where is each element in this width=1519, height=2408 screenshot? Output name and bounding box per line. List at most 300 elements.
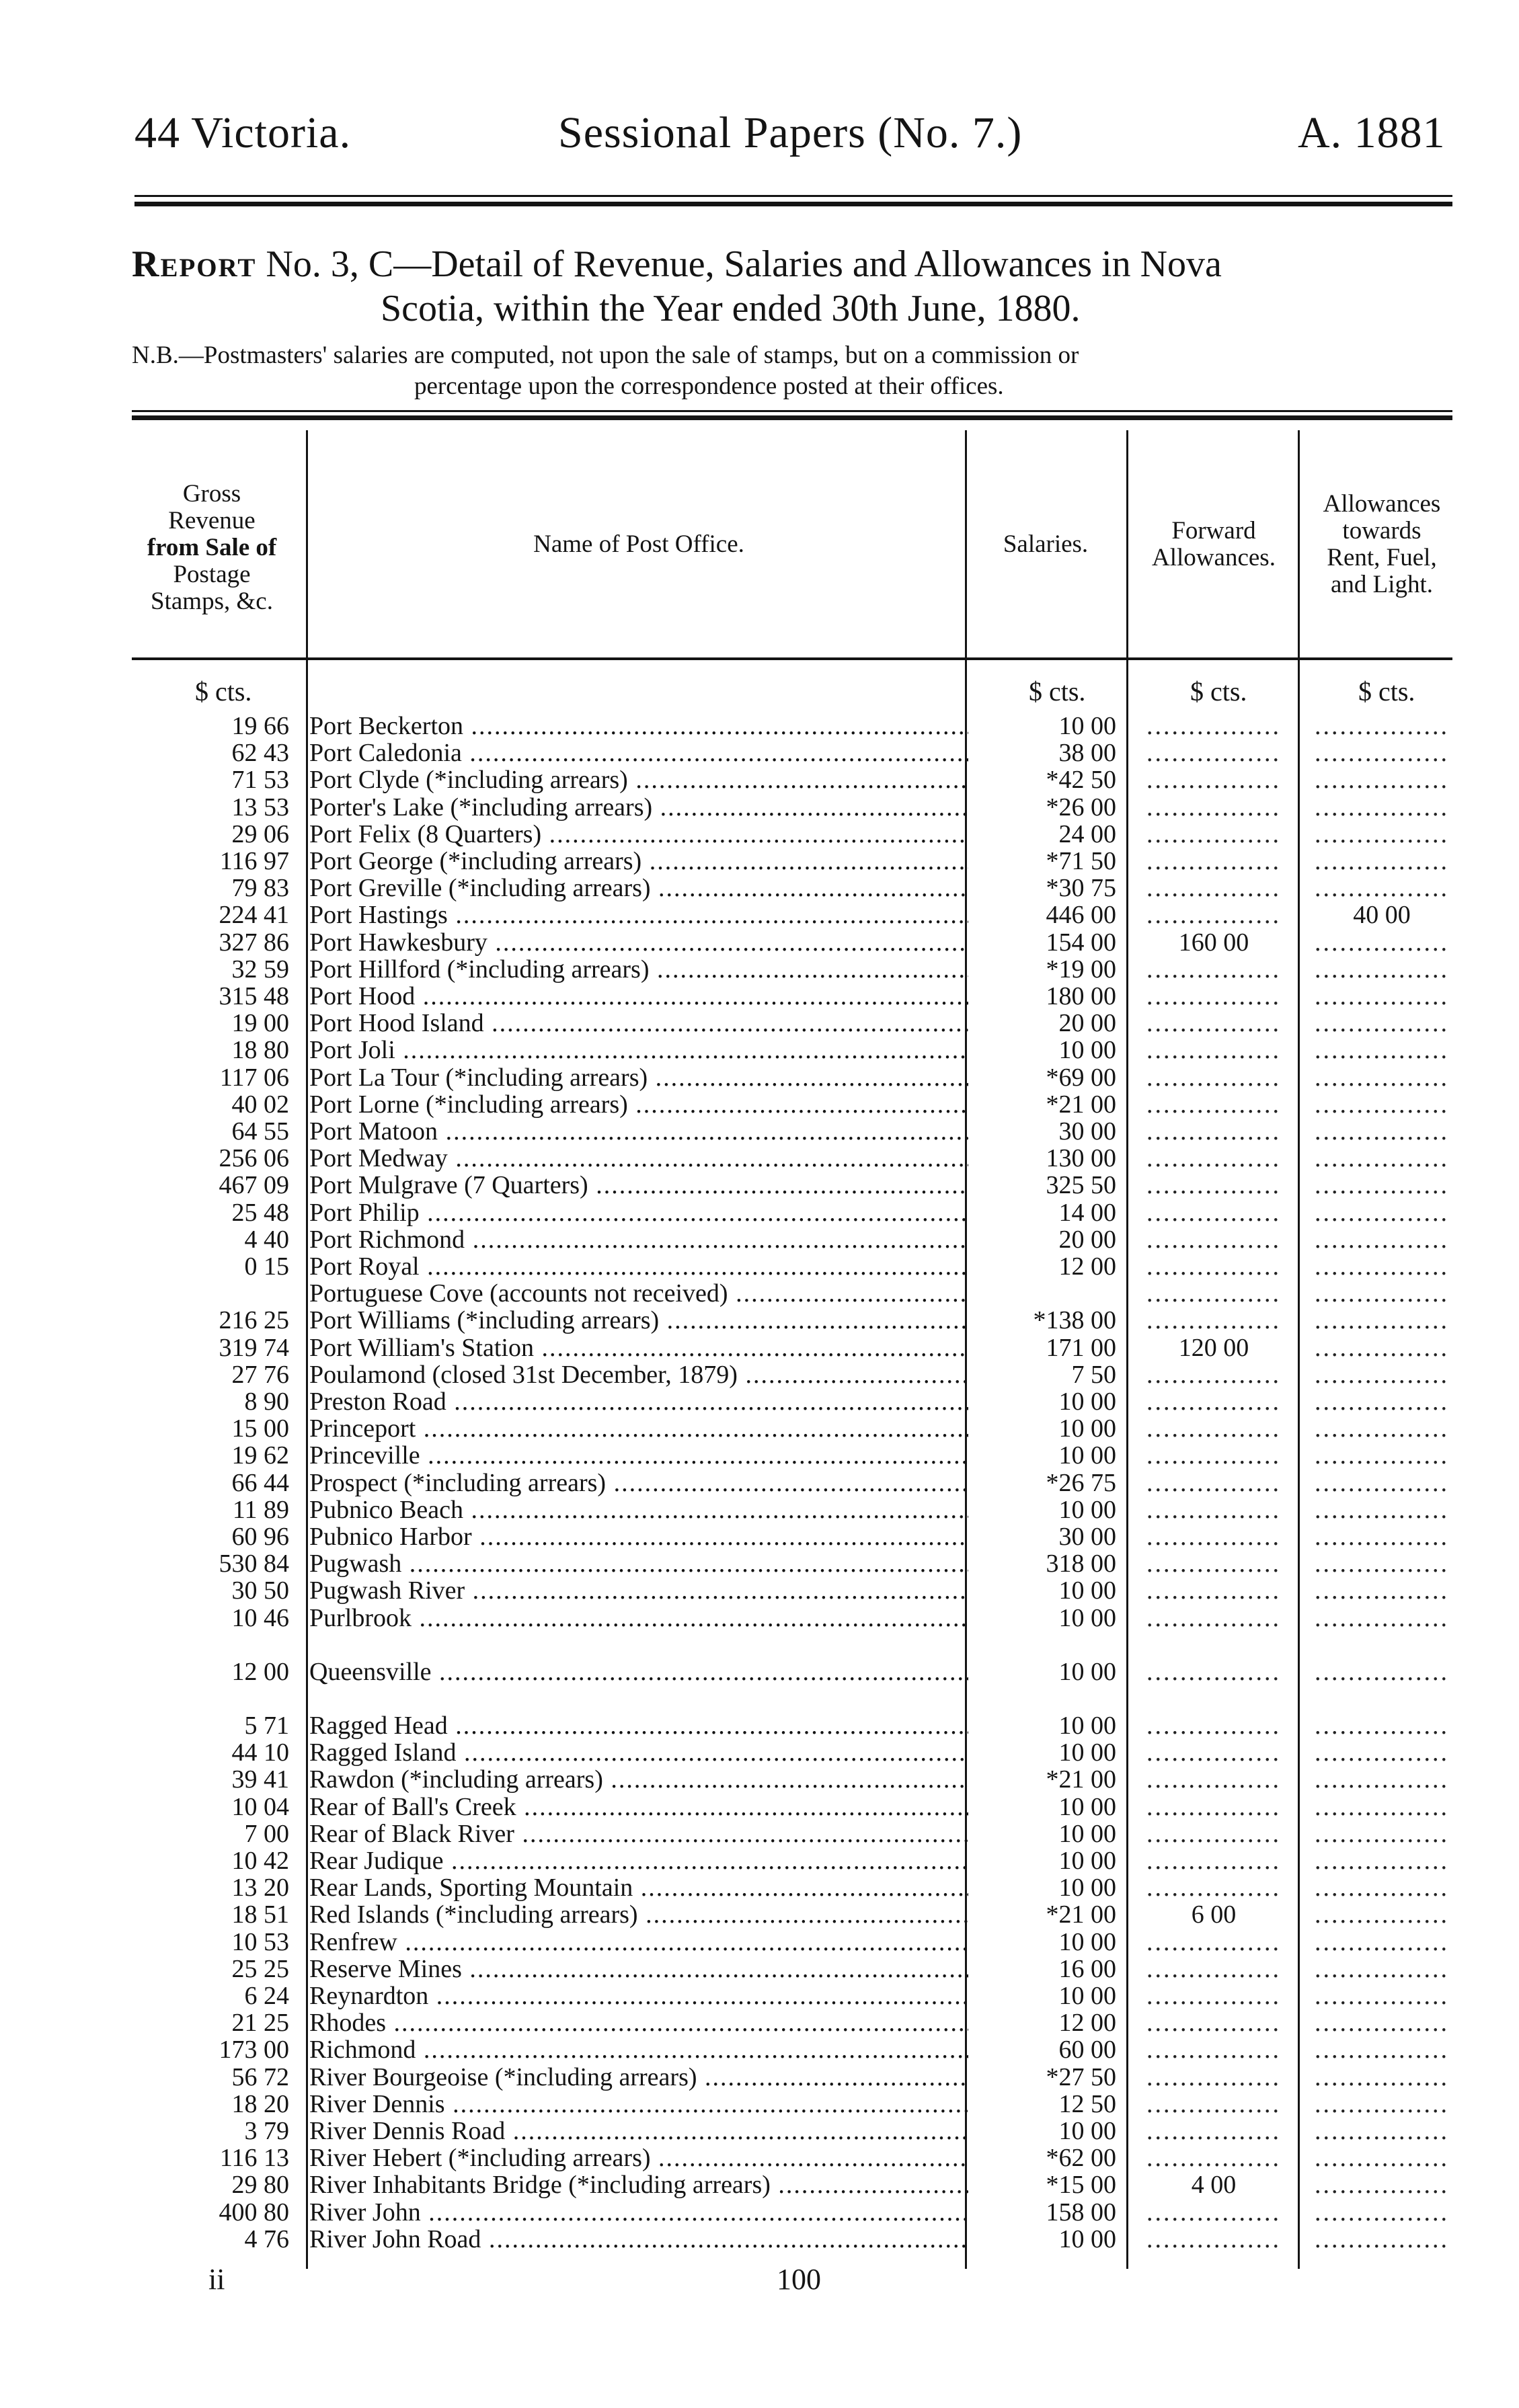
gross-revenue-cell: 4 76 [244, 2224, 289, 2253]
rent-fuel-light-cell: ................ [1315, 848, 1449, 875]
gross-revenue-cell: 400 80 [219, 2198, 289, 2226]
table-row [0, 1064, 1519, 1091]
header-rule-thick [134, 202, 1452, 206]
post-office-name-cell: River Dennis ..... [309, 2091, 968, 2118]
forward-allowance-cell: ................ [1146, 848, 1281, 875]
forward-allowance-cell: ................ [1146, 1820, 1281, 1847]
table-row [0, 1874, 1519, 1901]
salary-cell: 10 00 [1058, 1388, 1116, 1416]
table-row [0, 1847, 1519, 1874]
gross-revenue-cell: 4 40 [244, 1225, 289, 1254]
signature-mark: ii [208, 2263, 225, 2296]
table-row [0, 1307, 1519, 1334]
post-office-name-cell: Port William's Station ..... [309, 1334, 968, 1361]
rent-fuel-light-cell: ................ [1315, 1280, 1449, 1308]
rent-fuel-light-cell: ................ [1315, 2118, 1449, 2144]
unit-gross: $ cts. [195, 676, 252, 707]
post-office-name-cell: Port Hood Island ..... [309, 1010, 968, 1037]
table-row [0, 2171, 1519, 2198]
salary-cell: 180 00 [1046, 982, 1116, 1010]
rent-fuel-light-cell: ................ [1315, 1063, 1449, 1091]
post-office-name-cell: Port Hawkesbury ..... [309, 929, 968, 956]
post-office-name-cell: Prospect (*including arrears) ..... [309, 1470, 968, 1496]
salary-cell: 10 00 [1058, 1576, 1116, 1605]
gross-revenue-cell: 467 09 [219, 1171, 289, 1200]
forward-allowance-cell: ................ [1146, 1442, 1281, 1470]
salary-cell: 10 00 [1058, 1414, 1116, 1443]
post-office-name-cell: Ragged Head ..... [309, 1712, 968, 1739]
salary-cell: 10 00 [1058, 1927, 1116, 1956]
table-row [0, 1658, 1519, 1685]
rent-fuel-light-cell: ................ [1315, 1010, 1449, 1037]
forward-allowance-cell: ................ [1146, 2198, 1281, 2226]
forward-allowance-cell: ................ [1146, 1388, 1281, 1415]
salary-cell: 10 00 [1058, 1792, 1116, 1821]
forward-allowance-cell: ................ [1146, 2144, 1281, 2172]
table-row [0, 1577, 1519, 1604]
forward-allowance-cell: ................ [1146, 793, 1281, 821]
gross-revenue-cell: 25 48 [231, 1198, 289, 1227]
gross-revenue-cell: 6 24 [244, 1982, 289, 2010]
rent-fuel-light-cell: ................ [1315, 875, 1449, 902]
rent-fuel-light-cell: ................ [1315, 793, 1449, 821]
post-office-name-cell: Rawdon (*including arrears) ..... [309, 1766, 968, 1793]
unit-salaries: $ cts. [1029, 676, 1086, 707]
post-office-name-cell: Princeport ..... [309, 1415, 968, 1442]
post-office-name-cell: Poulamond (closed 31st December, 1879) ..... [309, 1361, 968, 1388]
unit-allowances: $ cts. [1358, 676, 1415, 707]
salary-cell: 10 00 [1058, 1441, 1116, 1470]
post-office-name-cell: Rear Judique ..... [309, 1847, 968, 1874]
note-line-1: N.B.—Postmasters' salaries are computed, not upon the sale of stamps, but on a commission or [132, 342, 1079, 369]
post-office-name-cell: Port Felix (8 Quarters) ..... [309, 821, 968, 848]
rent-fuel-light-cell: ................ [1315, 1469, 1449, 1496]
table-row [0, 1280, 1519, 1307]
post-office-name-cell: Port Hillford (*including arrears) ..... [309, 956, 968, 983]
post-office-name-cell: Pugwash ..... [309, 1550, 968, 1577]
post-office-name-cell: Pubnico Beach ..... [309, 1496, 968, 1523]
table-row [0, 2199, 1519, 2226]
salary-cell: 318 00 [1046, 1550, 1116, 1578]
rent-fuel-light-cell: ................ [1315, 1253, 1449, 1280]
post-office-name-cell: Ragged Island ..... [309, 1739, 968, 1766]
table-row [0, 848, 1519, 875]
gross-revenue-cell: 44 10 [231, 1738, 289, 1767]
salary-cell: *69 00 [1046, 1063, 1116, 1092]
rent-fuel-light-cell: ................ [1315, 1523, 1449, 1550]
salary-cell: 60 00 [1058, 2036, 1116, 2064]
gross-revenue-cell: 39 41 [231, 1765, 289, 1794]
rent-fuel-light-cell: ................ [1315, 1820, 1449, 1847]
salary-cell: 12 00 [1058, 2009, 1116, 2038]
forward-allowance-cell: ................ [1146, 2036, 1281, 2064]
salary-cell: *21 00 [1046, 1900, 1116, 1929]
table-row [0, 2144, 1519, 2171]
gross-revenue-cell: 60 96 [231, 1523, 289, 1551]
gross-revenue-cell: 315 48 [219, 982, 289, 1010]
rent-fuel-light-cell: ................ [1315, 1090, 1449, 1118]
post-office-name-cell: Reserve Mines ..... [309, 1956, 968, 1982]
salary-cell: 30 00 [1058, 1117, 1116, 1146]
post-office-name-cell: Port Clyde (*including arrears) ..... [309, 766, 968, 793]
table-row [0, 983, 1519, 1010]
forward-allowance-cell: ................ [1146, 1469, 1281, 1496]
rent-fuel-light-cell: ................ [1315, 1037, 1449, 1064]
rent-fuel-light-cell: ................ [1315, 2198, 1449, 2226]
gross-revenue-cell: 56 72 [231, 2062, 289, 2091]
forward-allowance-cell: ................ [1146, 1523, 1281, 1550]
rent-fuel-light-cell: ................ [1315, 2009, 1449, 2037]
salary-cell: 10 00 [1058, 1603, 1116, 1632]
forward-allowance-cell: ................ [1146, 1496, 1281, 1523]
forward-allowance-cell: ................ [1146, 2009, 1281, 2037]
note-line-2: percentage upon the correspondence posted at their offices. [414, 372, 1004, 400]
table-row [0, 1388, 1519, 1415]
header-bottom-rule [132, 657, 1452, 660]
salary-cell: *21 00 [1046, 1765, 1116, 1794]
gross-revenue-cell: 29 80 [231, 2171, 289, 2200]
post-office-name-cell: Porter's Lake (*including arrears) ..... [309, 794, 968, 821]
rent-fuel-light-cell: ................ [1315, 1496, 1449, 1523]
col-forward-allowances: Forward Allowances. [1152, 517, 1276, 571]
forward-allowance-cell: ................ [1146, 901, 1281, 929]
rent-fuel-light-cell: ................ [1315, 1577, 1449, 1605]
table-row [0, 1605, 1519, 1632]
rent-fuel-light-cell: ................ [1315, 1550, 1449, 1578]
table-row [0, 1037, 1519, 1063]
col-gross-revenue: Gross Revenue from Sale of Postage Stamps, &c. [147, 480, 277, 615]
forward-allowance-cell: ................ [1146, 739, 1281, 767]
table-row [0, 1550, 1519, 1577]
table-row [0, 2118, 1519, 2144]
post-office-name-cell: Red Islands (*including arrears) ..... [309, 1901, 968, 1928]
gross-revenue-cell: 64 55 [231, 1117, 289, 1146]
gross-revenue-cell: 10 53 [231, 1927, 289, 1956]
rent-fuel-light-cell: ................ [1315, 1739, 1449, 1767]
gross-revenue-cell: 327 86 [219, 928, 289, 957]
gross-revenue-cell: 40 02 [231, 1090, 289, 1119]
post-office-name-cell: Rear Lands, Sporting Mountain ..... [309, 1874, 968, 1901]
post-office-name-cell: Port George (*including arrears) ..... [309, 848, 968, 875]
forward-allowance-cell: ................ [1146, 766, 1281, 794]
gross-revenue-cell: 5 71 [244, 1712, 289, 1740]
table-row [0, 1739, 1519, 1766]
rent-fuel-light-cell: ................ [1315, 766, 1449, 794]
gross-revenue-cell: 32 59 [231, 955, 289, 984]
post-office-name-cell: Rhodes ..... [309, 2009, 968, 2036]
rent-fuel-light-cell: ................ [1315, 1226, 1449, 1253]
table-row [0, 901, 1519, 928]
rent-fuel-light-cell: ................ [1315, 1658, 1449, 1685]
forward-allowance-cell: ................ [1146, 2090, 1281, 2118]
rent-fuel-light-cell: ................ [1315, 1415, 1449, 1443]
unit-forward: $ cts. [1190, 676, 1247, 707]
forward-allowance-cell: ................ [1146, 1982, 1281, 2009]
report-label: Report [132, 243, 257, 285]
post-office-name-cell: Pubnico Harbor ..... [309, 1523, 968, 1550]
salary-cell: 10 00 [1058, 1495, 1116, 1524]
header-year: A. 1881 [1298, 108, 1446, 157]
rent-fuel-light-cell: ................ [1315, 1307, 1449, 1334]
salary-cell: 12 00 [1058, 1252, 1116, 1281]
table-row [0, 1982, 1519, 2009]
forward-allowance-cell: ................ [1146, 2063, 1281, 2091]
table-row [0, 929, 1519, 956]
table-row [0, 2064, 1519, 2091]
forward-allowance-cell: ................ [1146, 1361, 1281, 1388]
rent-fuel-light-cell: ................ [1315, 2063, 1449, 2091]
gross-revenue-cell: 79 83 [231, 874, 289, 903]
salary-cell: *138 00 [1033, 1306, 1116, 1335]
table-row [0, 875, 1519, 901]
table-row [0, 1442, 1519, 1469]
table-row [0, 821, 1519, 848]
forward-allowance-cell: ................ [1146, 1226, 1281, 1253]
rent-fuel-light-cell: ................ [1315, 2225, 1449, 2253]
table-row [0, 1253, 1519, 1280]
post-office-name-cell: Princeville ..... [309, 1442, 968, 1469]
salary-cell: 10 00 [1058, 1738, 1116, 1767]
table-row [0, 739, 1519, 766]
gross-revenue-cell: 66 44 [231, 1468, 289, 1497]
salary-cell: 10 00 [1058, 1036, 1116, 1065]
rent-fuel-light-cell: ................ [1315, 1901, 1449, 1929]
table-row [0, 1145, 1519, 1172]
rent-fuel-light-cell: ................ [1315, 983, 1449, 1010]
table-row [0, 1361, 1519, 1388]
post-office-name-cell: Port Medway ..... [309, 1145, 968, 1172]
salary-cell: *21 00 [1046, 1090, 1116, 1119]
header-volume: 44 Victoria. [134, 108, 352, 157]
gross-revenue-cell: 15 00 [231, 1414, 289, 1443]
post-office-name-cell: River John ..... [309, 2199, 968, 2226]
salary-cell: 12 50 [1058, 2089, 1116, 2118]
forward-allowance-cell: ................ [1146, 1928, 1281, 1956]
forward-allowance-cell: ................ [1146, 2118, 1281, 2144]
table-row [0, 1712, 1519, 1739]
table-row [0, 1091, 1519, 1118]
gross-revenue-cell: 19 00 [231, 1009, 289, 1038]
salary-cell: *62 00 [1046, 2144, 1116, 2173]
table-row [0, 1523, 1519, 1550]
table-row [0, 1901, 1519, 1928]
salary-cell: 130 00 [1046, 1144, 1116, 1173]
salary-cell: 10 00 [1058, 1712, 1116, 1740]
forward-allowance-cell: ................ [1146, 1280, 1281, 1308]
rent-fuel-light-cell: ................ [1315, 1199, 1449, 1226]
rent-fuel-light-cell: ................ [1315, 1145, 1449, 1172]
rent-fuel-light-cell: ................ [1315, 2036, 1449, 2064]
rent-fuel-light-cell: ................ [1315, 1712, 1449, 1739]
post-office-name-cell: Rear of Ball's Creek ..... [309, 1794, 968, 1820]
rent-fuel-light-cell: ................ [1315, 1874, 1449, 1902]
col-allowances-rent-fuel-light: Allowances towards Rent, Fuel, and Light. [1323, 490, 1441, 598]
post-office-name-cell: River Bourgeoise (*including arrears) ..... [309, 2064, 968, 2091]
rent-fuel-light-cell: ................ [1315, 1118, 1449, 1145]
salary-cell: *30 75 [1046, 874, 1116, 903]
forward-allowance-cell: ................ [1146, 1739, 1281, 1767]
rent-fuel-light-cell: ................ [1315, 1388, 1449, 1415]
post-office-name-cell: Purlbrook ..... [309, 1605, 968, 1632]
rent-fuel-light-cell: ................ [1315, 1928, 1449, 1956]
salary-cell: 325 50 [1046, 1171, 1116, 1200]
post-office-name-cell: Queensville ..... [309, 1658, 968, 1685]
rent-fuel-light-cell: ................ [1315, 820, 1449, 848]
forward-allowance-cell: ................ [1146, 1712, 1281, 1739]
post-office-name-cell: Port Mulgrave (7 Quarters) ..... [309, 1172, 968, 1199]
forward-allowance-cell: 120 00 [1178, 1334, 1249, 1361]
salary-cell: 10 00 [1058, 1847, 1116, 1875]
salary-cell: 154 00 [1046, 928, 1116, 957]
gross-revenue-cell: 27 76 [231, 1360, 289, 1389]
salary-cell: 14 00 [1058, 1198, 1116, 1227]
gross-revenue-cell: 10 04 [231, 1792, 289, 1821]
salary-cell: 7 50 [1071, 1360, 1116, 1389]
salary-cell: 30 00 [1058, 1523, 1116, 1551]
forward-allowance-cell: 6 00 [1191, 1901, 1237, 1929]
gross-revenue-cell: 29 06 [231, 819, 289, 848]
salary-cell: *71 50 [1046, 847, 1116, 875]
note [132, 340, 1450, 402]
forward-allowance-cell: ................ [1146, 1063, 1281, 1091]
post-office-name-cell: River Inhabitants Bridge (*including arrears) ..... [309, 2171, 968, 2198]
rent-fuel-light-cell: ................ [1315, 1847, 1449, 1874]
table-top-rule-thin [132, 410, 1452, 412]
gross-revenue-cell: 13 53 [231, 793, 289, 821]
post-office-name-cell: Port Joli ..... [309, 1037, 968, 1063]
table-row [0, 2036, 1519, 2063]
gross-revenue-cell: 18 51 [231, 1900, 289, 1929]
post-office-name-cell: River Dennis Road ..... [309, 2118, 968, 2144]
table-row [0, 1199, 1519, 1226]
gross-revenue-cell: 173 00 [219, 2036, 289, 2064]
salary-cell: 10 00 [1058, 1982, 1116, 2010]
rent-fuel-light-cell: ................ [1315, 928, 1449, 956]
header-series: Sessional Papers (No. 7.) [558, 108, 1023, 157]
table-row [0, 1496, 1519, 1523]
gross-revenue-cell: 0 15 [244, 1252, 289, 1281]
rent-fuel-light-cell: ................ [1315, 1604, 1449, 1632]
col-salaries: Salaries. [1003, 530, 1089, 558]
table-row [0, 1956, 1519, 1982]
gross-revenue-cell: 8 90 [244, 1388, 289, 1416]
rent-fuel-light-cell: ................ [1315, 1334, 1449, 1361]
gross-revenue-cell: 7 00 [244, 1819, 289, 1848]
salary-cell: 446 00 [1046, 901, 1116, 930]
gross-revenue-cell: 25 25 [231, 1954, 289, 1983]
forward-allowance-cell: ................ [1146, 955, 1281, 983]
table-row [0, 1118, 1519, 1145]
forward-allowance-cell: ................ [1146, 1955, 1281, 1982]
forward-allowance-cell: ................ [1146, 1604, 1281, 1632]
rent-fuel-light-cell: ................ [1315, 1361, 1449, 1388]
post-office-name-cell: Port Richmond ..... [309, 1226, 968, 1253]
gross-revenue-cell: 216 25 [219, 1306, 289, 1335]
salary-cell: 24 00 [1058, 819, 1116, 848]
salary-cell: 10 00 [1058, 2117, 1116, 2145]
post-office-name-cell: Port Royal ..... [309, 1253, 968, 1280]
forward-allowance-cell: ................ [1146, 713, 1281, 739]
rent-fuel-light-cell: ................ [1315, 2090, 1449, 2118]
post-office-name-cell: Portuguese Cove (accounts not received) ..... [309, 1280, 968, 1307]
post-office-name-cell: Richmond ..... [309, 2036, 968, 2063]
col-post-office-name: Name of Post Office. [533, 530, 744, 558]
forward-allowance-cell: ................ [1146, 820, 1281, 848]
page-number: 100 [777, 2263, 821, 2296]
forward-allowance-cell: 160 00 [1178, 928, 1249, 956]
post-office-name-cell: Renfrew ..... [309, 1929, 968, 1956]
table-row [0, 956, 1519, 983]
table-row [0, 1794, 1519, 1820]
gross-revenue-cell: 10 46 [231, 1603, 289, 1632]
rent-fuel-light-cell: ................ [1315, 1442, 1449, 1470]
forward-allowance-cell: ................ [1146, 1577, 1281, 1605]
salary-cell: 10 00 [1058, 712, 1116, 740]
forward-allowance-cell: ................ [1146, 1010, 1281, 1037]
forward-allowance-cell: ................ [1146, 1550, 1281, 1578]
gross-revenue-cell: 18 20 [231, 2089, 289, 2118]
gross-revenue-cell: 19 62 [231, 1441, 289, 1470]
post-office-name-cell: Port Lorne (*including arrears) ..... [309, 1091, 968, 1118]
forward-allowance-cell: ................ [1146, 1766, 1281, 1794]
gross-revenue-cell: 319 74 [219, 1333, 289, 1362]
rent-fuel-light-cell: 40 00 [1353, 901, 1411, 929]
post-office-name-cell: Rear of Black River ..... [309, 1820, 968, 1847]
rent-fuel-light-cell: ................ [1315, 1982, 1449, 2009]
gross-revenue-cell: 13 20 [231, 1874, 289, 1902]
post-office-name-cell: Port Hastings ..... [309, 901, 968, 928]
forward-allowance-cell: ................ [1146, 875, 1281, 902]
forward-allowance-cell: ................ [1146, 1307, 1281, 1334]
post-office-name-cell: Port Williams (*including arrears) ..... [309, 1307, 968, 1334]
salary-cell: 20 00 [1058, 1009, 1116, 1038]
title-line-2: Scotia, within the Year ended 30th June, 1880. [381, 288, 1081, 329]
salary-cell: 10 00 [1058, 1657, 1116, 1686]
salary-cell: 158 00 [1046, 2198, 1116, 2226]
salary-cell: 38 00 [1058, 739, 1116, 768]
table-row [0, 713, 1519, 739]
table-row [0, 1226, 1519, 1253]
report-title [132, 242, 1450, 331]
rent-fuel-light-cell: ................ [1315, 713, 1449, 739]
table-row [0, 2009, 1519, 2036]
salary-cell: 20 00 [1058, 1225, 1116, 1254]
rent-fuel-light-cell: ................ [1315, 739, 1449, 767]
rent-fuel-light-cell: ................ [1315, 1766, 1449, 1794]
post-office-name-cell: Port La Tour (*including arrears) ..... [309, 1064, 968, 1091]
forward-allowance-cell: ................ [1146, 1793, 1281, 1820]
post-office-name-cell: Port Beckerton ..... [309, 713, 968, 739]
table-row [0, 2226, 1519, 2253]
table-row [0, 1415, 1519, 1442]
post-office-name-cell: Port Caledonia ..... [309, 739, 968, 766]
rent-fuel-light-cell: ................ [1315, 2171, 1449, 2199]
forward-allowance-cell: ................ [1146, 1415, 1281, 1443]
gross-revenue-cell: 117 06 [219, 1063, 289, 1092]
forward-allowance-cell: ................ [1146, 1037, 1281, 1064]
salary-cell: *27 50 [1046, 2062, 1116, 2091]
salary-cell: *15 00 [1046, 2171, 1116, 2200]
forward-allowance-cell: ................ [1146, 1253, 1281, 1280]
table-row [0, 794, 1519, 821]
gross-revenue-cell: 256 06 [219, 1144, 289, 1173]
gross-revenue-cell: 11 89 [232, 1495, 289, 1524]
table-row [0, 766, 1519, 793]
forward-allowance-cell: ................ [1146, 1090, 1281, 1118]
post-office-name-cell: Port Philip ..... [309, 1199, 968, 1226]
rent-fuel-light-cell: ................ [1315, 2144, 1449, 2172]
gross-revenue-cell: 530 84 [219, 1550, 289, 1578]
